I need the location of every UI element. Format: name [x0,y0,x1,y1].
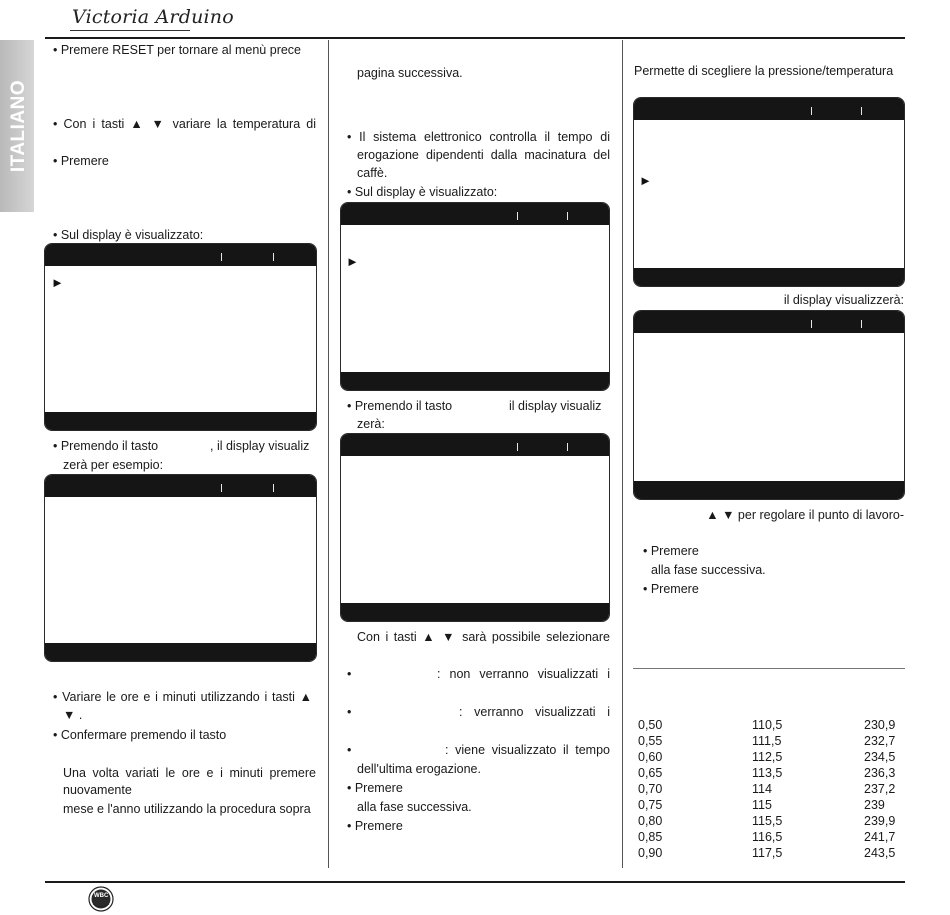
display-tick [861,320,862,328]
col2-line: • Sul display è visualizzato: [347,185,498,199]
table-cell: 0,80 [638,814,663,828]
col3-line: • Premere [643,582,699,596]
col1-line: nuovamente [63,783,132,797]
wbc-logo-text: WBC [94,893,109,899]
wbc-logo-icon [88,886,114,912]
col2-line: • [347,705,352,719]
col3-line: • Premere [643,544,699,558]
table-cell: 115,5 [752,814,783,828]
table-cell: 0,55 [638,734,663,748]
display-header-bar [634,98,904,120]
display-tick [221,484,222,492]
display-screen [340,433,610,622]
table-cell: 230,9 [864,718,896,732]
table-cell: 0,85 [638,830,663,844]
col1-line: • Con i tasti ▲ ▼ variare la temperatura di [53,117,316,131]
display-cursor-icon: ► [51,275,64,290]
language-tab-label: ITALIANO [8,79,29,173]
display-cursor-icon: ► [639,173,652,188]
col1-line: mese e l'anno utilizzando la procedura sopra [63,802,311,816]
display-tick [811,320,812,328]
display-screen [633,97,905,287]
table-cell: 111,5 [752,734,782,748]
col1-line: zerà per esempio: [63,458,164,472]
table-cell: 236,3 [864,766,896,780]
display-tick [567,443,568,451]
col2-line: • Il sistema elettronico controlla il tempo di [347,130,610,144]
table-cell: 239,9 [864,814,896,828]
table-cell: 0,90 [638,846,663,860]
col2-line: pagina successiva. [357,66,463,80]
brand-logo-text: Victoria Arduino [72,6,234,28]
col2-line: • Premendo il tasto [347,399,453,413]
table-cell: 0,75 [638,798,663,812]
table-cell: 239 [864,798,885,812]
col3-line: il display visualizzerà: [783,293,904,307]
table-cell: 237,2 [864,782,896,796]
display-tick [861,107,862,115]
table-cell: 114 [752,782,772,796]
display-header-bar [634,311,904,333]
table-cell: 0,50 [638,718,663,732]
table-cell: 234,5 [864,750,896,764]
table-cell: 0,70 [638,782,663,796]
col2-line: alla fase successiva. [357,800,472,814]
table-cell: 117,5 [752,846,783,860]
column-divider-2 [622,40,623,868]
table-cell: 112,5 [752,750,783,764]
display-cursor-icon: ► [346,254,359,269]
col1-line: • Variare le ore e i minuti utilizzando i tasti ▲ [53,690,312,704]
column-divider-1 [328,40,329,868]
display-screen [44,243,317,431]
display-tick [221,253,222,261]
display-footer-bar [634,481,904,499]
col3-line: alla fase successiva. [651,563,766,577]
col2-line: dell'ultima erogazione. [357,762,481,776]
col1-line: ▼ . [63,708,83,722]
display-tick [811,107,812,115]
display-footer-bar [634,268,904,286]
display-header-bar [341,203,609,225]
col2-line: caffè. [357,166,388,180]
col1-line: , il display visualiz [210,439,310,453]
table-cell: 0,60 [638,750,663,764]
col3-line: ▲ ▼ per regolare il punto di lavoro- [706,508,904,522]
display-footer-bar [341,603,609,621]
col3-line: Permette di scegliere la pressione/temperatura [634,64,894,78]
col1-line: • Premere [53,154,109,168]
col1-line: • Confermare premendo il tasto [53,728,227,742]
display-footer-bar [45,412,316,430]
col2-line: • [347,667,352,681]
col2-line: • Premere [347,819,403,833]
col1-line: • Sul display è visualizzato: [53,228,204,242]
brand-underline [70,30,190,31]
col2-line: Con i tasti ▲ ▼ sarà possibile selezionare [357,630,610,644]
table-cell: 110,5 [752,718,783,732]
display-tick [273,253,274,261]
col1-line: • Premere RESET per tornare al menù prece [53,43,302,57]
table-cell: 116,5 [752,830,783,844]
col2-line: il display visualiz [509,399,602,413]
display-tick [517,443,518,451]
col2-line: zerà: [357,417,385,431]
col1-line: • Premendo il tasto [53,439,159,453]
display-tick [567,212,568,220]
col1-line: Una volta variati le ore e i minuti premere [63,766,316,780]
table-cell: 115 [752,798,772,812]
table-cell: 113,5 [752,766,783,780]
table-cell: 232,7 [864,734,896,748]
display-screen [44,474,317,662]
display-footer-bar [341,372,609,390]
display-screen [633,310,905,500]
display-tick [517,212,518,220]
footer-rule [45,881,905,883]
col2-line: : non verranno visualizzati i [437,667,610,681]
display-header-bar [45,244,316,266]
display-header-bar [45,475,316,497]
display-header-bar [341,434,609,456]
header-rule [45,37,905,39]
col2-line: • Premere [347,781,403,795]
table-cell: 241,7 [864,830,896,844]
col2-line: erogazione dipendenti dalla macinatura del [357,148,610,162]
display-tick [273,484,274,492]
table-cell: 243,5 [864,846,896,860]
col2-line: • [347,743,352,757]
display-footer-bar [45,643,316,661]
col2-line: : verranno visualizzati i [459,705,610,719]
col2-line: : viene visualizzato il tempo [445,743,610,757]
display-screen [340,202,610,391]
table-cell: 0,65 [638,766,663,780]
table-top-rule [633,668,905,669]
